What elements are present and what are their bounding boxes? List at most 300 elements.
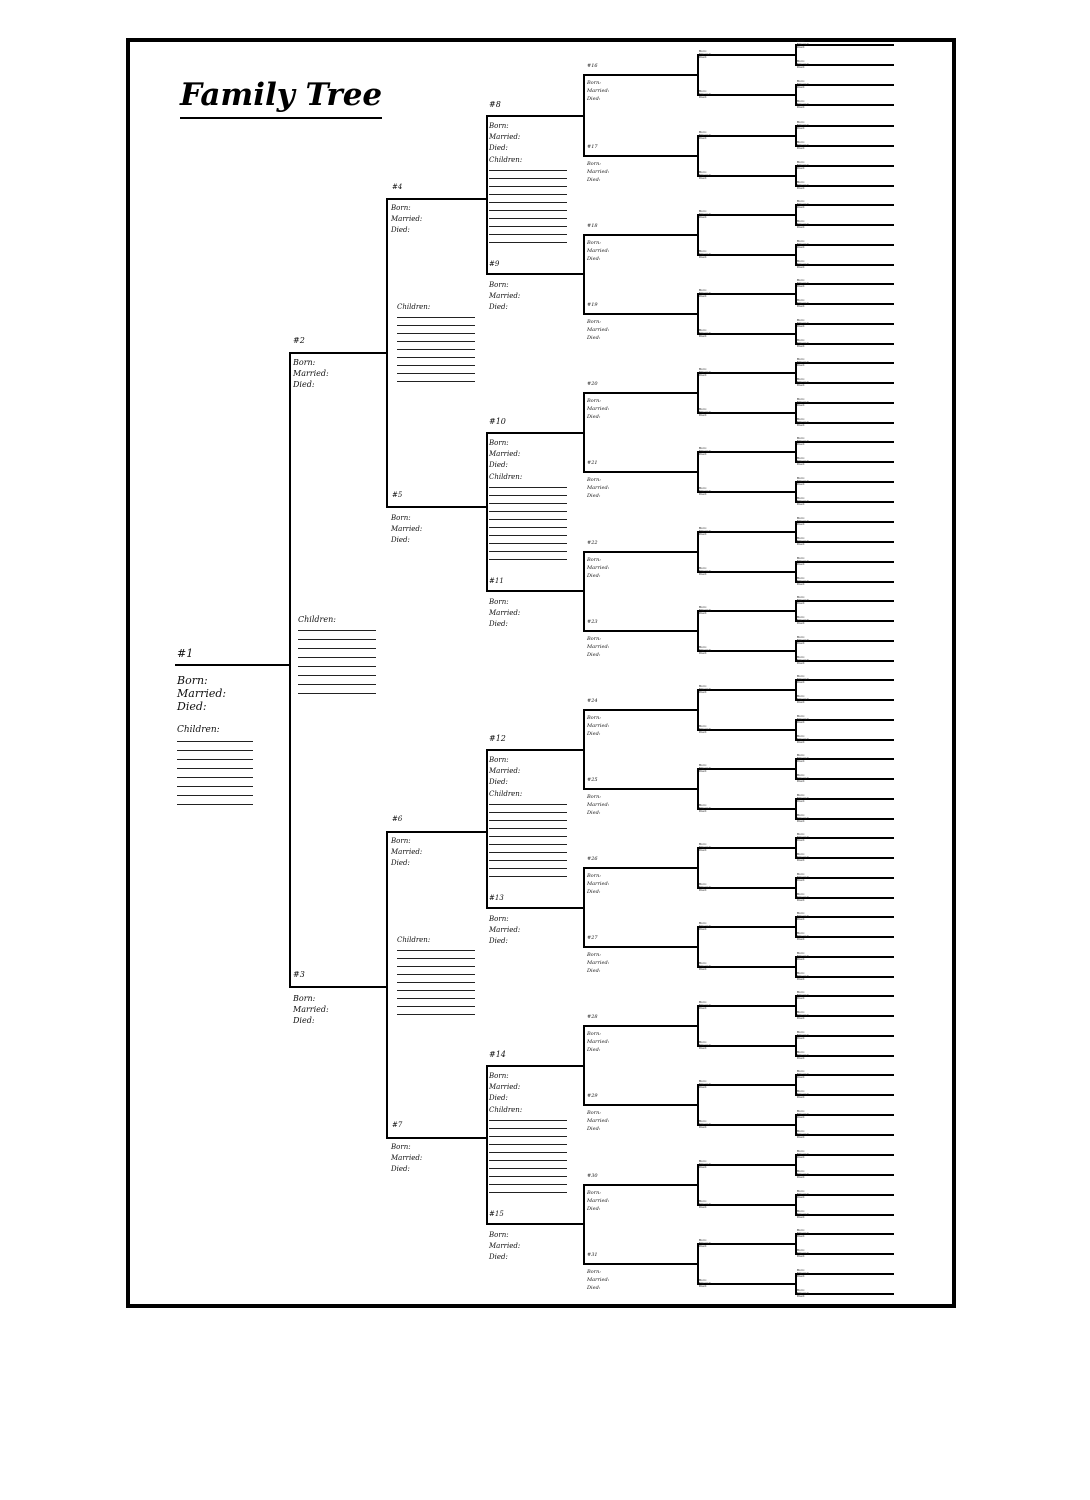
gen7-info	[797, 1011, 809, 1020]
married-label: Married:	[797, 776, 810, 780]
gen7-info	[797, 240, 809, 249]
person-3-number: #3	[293, 970, 305, 979]
person-18-info	[587, 239, 609, 263]
born-label: Born:	[391, 204, 411, 212]
gen6-line	[697, 847, 795, 849]
born-label: Born:	[797, 140, 805, 144]
married-label: Married:	[797, 242, 810, 246]
married-label: Married:	[797, 519, 810, 523]
person-12-children-line	[489, 844, 567, 845]
gen6-line	[697, 650, 795, 652]
died-label: Died:	[699, 95, 707, 99]
gen3-children-a-line	[397, 365, 475, 366]
married-label: Married:	[797, 1152, 810, 1156]
born-label: Born:	[797, 931, 805, 935]
married-label: Married:	[177, 687, 227, 700]
person-12-children-line	[489, 860, 567, 861]
married-label: Married:	[797, 183, 810, 187]
married-label: Married:	[797, 934, 810, 938]
gen6-info	[699, 1239, 711, 1248]
person-24-line	[583, 709, 697, 711]
married-label: Married:	[587, 565, 610, 571]
born-label: Born:	[797, 990, 805, 994]
born-label: Born:	[797, 59, 805, 63]
died-label: Died:	[699, 730, 707, 734]
gen6-info	[699, 567, 711, 576]
gen7-info	[797, 537, 809, 546]
born-label: Born:	[797, 199, 805, 203]
gen7-line	[795, 204, 894, 206]
born-label: Born:	[797, 872, 805, 876]
died-label: Died:	[587, 731, 601, 737]
died-label: Died:	[797, 1016, 805, 1020]
died-label: Died:	[489, 620, 508, 628]
born-label: Born:	[489, 1231, 509, 1239]
gen7-line	[795, 620, 894, 622]
person-1-children-line	[177, 804, 253, 805]
married-label: Married:	[797, 360, 810, 364]
gen6-line	[697, 451, 795, 453]
person-14-line	[486, 1065, 583, 1067]
born-label: Born:	[699, 882, 707, 886]
gen7-line	[795, 1194, 894, 1196]
born-label: Born:	[797, 219, 805, 223]
gen2-children-line	[298, 666, 376, 667]
died-label: Died:	[797, 1095, 805, 1099]
gen6-line	[697, 808, 795, 810]
person-14-info	[489, 1071, 520, 1104]
gen6-line	[697, 1164, 795, 1166]
gen6-info	[699, 1120, 711, 1129]
person-30-number: #30	[587, 1173, 598, 1179]
born-label: Born:	[391, 837, 411, 845]
married-label: Married:	[699, 449, 712, 453]
gen7-info	[797, 636, 809, 645]
gen7-line	[795, 165, 894, 167]
born-label: Born:	[699, 842, 707, 846]
born-label: Born:	[797, 1228, 805, 1232]
died-label: Died:	[797, 205, 805, 209]
person-12-children-line	[489, 852, 567, 853]
gen7-info	[797, 200, 809, 209]
person-10-line	[486, 432, 583, 434]
born-label: Born:	[797, 1268, 805, 1272]
gen7-line	[795, 283, 894, 285]
person-10-children-line	[489, 495, 567, 496]
born-label: Born:	[797, 615, 805, 619]
married-label: Married:	[797, 1013, 810, 1017]
gen7-info	[797, 1190, 809, 1199]
gen7-line	[795, 323, 894, 325]
person-11-info	[489, 597, 520, 630]
person-3-info	[293, 993, 329, 1026]
born-label: Born:	[699, 1040, 707, 1044]
person-13-line	[486, 907, 583, 909]
gen6-info	[699, 90, 711, 99]
gen7-info	[797, 60, 809, 69]
married-label: Married:	[797, 914, 810, 918]
married-label: Married:	[797, 62, 810, 66]
gen7-line	[795, 719, 894, 721]
married-label: Married:	[699, 92, 712, 96]
born-label: Born:	[699, 1079, 707, 1083]
person-12-children-label: Children:	[489, 790, 523, 798]
gen7-info	[797, 893, 809, 902]
married-label: Married:	[797, 301, 810, 305]
married-label: Married:	[797, 539, 810, 543]
person-8-children-line	[489, 170, 567, 171]
married-label: Married:	[391, 1154, 423, 1162]
gen7-line	[795, 125, 894, 127]
married-label: Married:	[797, 1033, 810, 1037]
died-label: Died:	[797, 65, 805, 69]
died-label: Died:	[797, 225, 805, 229]
gen7-line	[795, 1055, 894, 1057]
died-label: Died:	[391, 536, 410, 544]
married-label: Married:	[699, 173, 712, 177]
gen6-info	[699, 922, 711, 931]
born-label: Born:	[797, 476, 805, 480]
person-10-children-line	[489, 535, 567, 536]
died-label: Died:	[797, 878, 805, 882]
person-1-children-line	[177, 795, 253, 796]
married-label: Married:	[699, 1241, 712, 1245]
died-label: Died:	[797, 324, 805, 328]
born-label: Born:	[699, 49, 707, 53]
died-label: Died:	[797, 582, 805, 586]
gen4-connector-1	[486, 432, 488, 592]
died-label: Died:	[699, 1085, 707, 1089]
person-5-line	[386, 506, 486, 508]
married-label: Married:	[699, 1043, 712, 1047]
gen7-info	[797, 1051, 809, 1060]
married-label: Married:	[587, 1039, 610, 1045]
gen2-children-line	[298, 675, 376, 676]
gen3-children-a-line	[397, 317, 475, 318]
died-label: Died:	[797, 641, 805, 645]
died-label: Died:	[699, 334, 707, 338]
gen7-line	[795, 1154, 894, 1156]
died-label: Died:	[699, 927, 707, 931]
died-label: Died:	[797, 522, 805, 526]
married-label: Married:	[797, 1212, 810, 1216]
gen7-line	[795, 818, 894, 820]
died-label: Died:	[797, 819, 805, 823]
gen7-line	[795, 521, 894, 523]
born-label: Born:	[699, 1119, 707, 1123]
person-10-children-line	[489, 551, 567, 552]
gen7-info	[797, 952, 809, 961]
gen7-line	[795, 224, 894, 226]
born-label: Born:	[797, 852, 805, 856]
died-label: Died:	[587, 177, 601, 183]
gen2-connector	[289, 352, 291, 988]
born-label: Born:	[797, 655, 805, 659]
gen6-info	[699, 685, 711, 694]
died-label: Died:	[293, 380, 315, 389]
gen6-info	[699, 250, 711, 259]
died-label: Died:	[797, 779, 805, 783]
died-label: Died:	[489, 778, 508, 786]
person-9-line	[486, 273, 583, 275]
person-8-number: #8	[489, 100, 501, 109]
married-label: Married:	[489, 1242, 521, 1250]
person-8-children-line	[489, 226, 567, 227]
died-label: Died:	[587, 968, 601, 974]
gen7-info	[797, 1070, 809, 1079]
born-label: Born:	[699, 249, 707, 253]
died-label: Died:	[587, 652, 601, 658]
died-label: Died:	[489, 303, 508, 311]
gen6-line	[697, 412, 795, 414]
gen7-info	[797, 754, 809, 763]
born-label: Born:	[587, 80, 601, 86]
gen6-info	[699, 329, 711, 338]
died-label: Died:	[587, 493, 601, 499]
gen7-info	[797, 596, 809, 605]
married-label: Married:	[797, 1092, 810, 1096]
born-label: Born:	[699, 605, 707, 609]
married-label: Married:	[699, 569, 712, 573]
gen7-line	[795, 600, 894, 602]
died-label: Died:	[587, 889, 601, 895]
person-12-line	[486, 749, 583, 751]
person-8-children-line	[489, 178, 567, 179]
died-label: Died:	[699, 1046, 707, 1050]
gen6-info	[699, 1001, 711, 1010]
died-label: Died:	[797, 838, 805, 842]
gen7-info	[797, 873, 809, 882]
gen7-line	[795, 877, 894, 879]
died-label: Died:	[699, 215, 707, 219]
born-label: Born:	[797, 357, 805, 361]
gen6-info	[699, 1279, 711, 1288]
gen7-line	[795, 64, 894, 66]
died-label: Died:	[797, 1294, 805, 1298]
gen6-info	[699, 843, 711, 852]
gen5-connector-1	[583, 234, 585, 315]
born-label: Born:	[587, 1190, 601, 1196]
married-label: Married:	[699, 964, 712, 968]
married-label: Married:	[797, 677, 810, 681]
person-1-line	[175, 664, 289, 666]
married-label: Married:	[699, 370, 712, 374]
born-label: Born:	[391, 514, 411, 522]
died-label: Died:	[797, 403, 805, 407]
gen6-info	[699, 487, 711, 496]
born-label: Born:	[489, 915, 509, 923]
died-label: Died:	[587, 335, 601, 341]
born-label: Born:	[797, 832, 805, 836]
born-label: Born:	[797, 694, 805, 698]
born-label: Born:	[587, 952, 601, 958]
married-label: Married:	[797, 1251, 810, 1255]
born-label: Born:	[797, 793, 805, 797]
gen7-line	[795, 1233, 894, 1235]
gen6-info	[699, 646, 711, 655]
gen5-connector-4	[583, 709, 585, 790]
born-label: Born:	[797, 417, 805, 421]
person-22-line	[583, 551, 697, 553]
gen7-info	[797, 457, 809, 466]
person-1-children-line	[177, 750, 253, 751]
gen7-line	[795, 1134, 894, 1136]
died-label: Died:	[797, 1215, 805, 1219]
gen5-connector-6	[583, 1025, 585, 1106]
married-label: Married:	[587, 802, 610, 808]
gen7-info	[797, 991, 809, 1000]
gen7-line	[795, 660, 894, 662]
married-label: Married:	[797, 1072, 810, 1076]
gen7-info	[797, 1090, 809, 1099]
gen7-info	[797, 1289, 809, 1298]
died-label: Died:	[699, 967, 707, 971]
died-label: Died:	[489, 1253, 508, 1261]
person-25-line	[583, 788, 697, 790]
born-label: Born:	[797, 1189, 805, 1193]
died-label: Died:	[699, 492, 707, 496]
married-label: Married:	[797, 638, 810, 642]
born-label: Born:	[797, 120, 805, 124]
gen7-line	[795, 798, 894, 800]
married-label: Married:	[797, 262, 810, 266]
died-label: Died:	[489, 144, 508, 152]
person-8-info	[489, 121, 520, 154]
gen6-info	[699, 804, 711, 813]
gen3-connector-b	[386, 831, 388, 1139]
born-label: Born:	[797, 892, 805, 896]
gen7-info	[797, 181, 809, 190]
born-label: Born:	[797, 595, 805, 599]
gen7-info	[797, 161, 809, 170]
gen7-info	[797, 299, 809, 308]
gen7-line	[795, 303, 894, 305]
gen6-info	[699, 1200, 711, 1209]
born-label: Born:	[699, 526, 707, 530]
born-label: Born:	[699, 367, 707, 371]
person-27-line	[583, 946, 697, 948]
born-label: Born:	[699, 170, 707, 174]
gen6-line	[697, 1005, 795, 1007]
married-label: Married:	[699, 766, 712, 770]
died-label: Died:	[587, 810, 601, 816]
married-label: Married:	[797, 598, 810, 602]
person-10-number: #10	[489, 417, 506, 426]
person-26-number: #26	[587, 856, 598, 862]
married-label: Married:	[797, 855, 810, 859]
born-label: Born:	[797, 298, 805, 302]
person-14-children-line	[489, 1160, 567, 1161]
person-12-children-line	[489, 828, 567, 829]
born-label: Born:	[587, 319, 601, 325]
gen3-children-a-label: Children:	[397, 303, 431, 311]
gen7-line	[795, 1015, 894, 1017]
died-label: Died:	[797, 661, 805, 665]
died-label: Died:	[797, 1234, 805, 1238]
gen7-line	[795, 501, 894, 503]
married-label: Married:	[797, 875, 810, 879]
person-13-info	[489, 914, 520, 947]
married-label: Married:	[391, 525, 423, 533]
married-label: Married:	[797, 439, 810, 443]
person-14-children-line	[489, 1184, 567, 1185]
person-6-info	[391, 836, 422, 869]
gen7-info	[797, 833, 809, 842]
born-label: Born:	[797, 377, 805, 381]
born-label: Born:	[293, 994, 316, 1003]
person-1-children-line	[177, 768, 253, 769]
gen6-line	[697, 135, 795, 137]
gen7-line	[795, 758, 894, 760]
gen7-info	[797, 735, 809, 744]
born-label: Born:	[699, 486, 707, 490]
married-label: Married:	[797, 82, 810, 86]
gen7-info	[797, 260, 809, 269]
person-17-number: #17	[587, 144, 598, 150]
person-4-line	[386, 198, 486, 200]
born-label: Born:	[587, 1269, 601, 1275]
gen6-line	[697, 610, 795, 612]
died-label: Died:	[699, 1125, 707, 1129]
gen7-line	[795, 897, 894, 899]
person-11-number: #11	[489, 577, 504, 585]
married-label: Married:	[489, 450, 521, 458]
gen6-line	[697, 491, 795, 493]
born-label: Born:	[797, 160, 805, 164]
died-label: Died:	[699, 611, 707, 615]
person-16-number: #16	[587, 63, 598, 69]
gen7-info	[797, 100, 809, 109]
person-12-children-line	[489, 820, 567, 821]
died-label: Died:	[699, 1244, 707, 1248]
gen7-line	[795, 679, 894, 681]
married-label: Married:	[797, 1112, 810, 1116]
gen6-info	[699, 368, 711, 377]
person-31-line	[583, 1263, 697, 1265]
born-label: Born:	[489, 281, 509, 289]
born-label: Born:	[587, 161, 601, 167]
person-18-number: #18	[587, 223, 598, 229]
gen6-info	[699, 131, 711, 140]
died-label: Died:	[797, 858, 805, 862]
married-label: Married:	[293, 1005, 329, 1014]
person-16-info	[587, 79, 609, 103]
born-label: Born:	[797, 813, 805, 817]
died-label: Died:	[797, 621, 805, 625]
gen7-line	[795, 481, 894, 483]
gen3-children-a-line	[397, 341, 475, 342]
born-label: Born:	[797, 1069, 805, 1073]
died-label: Died:	[699, 452, 707, 456]
married-label: Married:	[797, 816, 810, 820]
person-1-children-label: Children:	[177, 725, 220, 735]
gen7-info	[797, 912, 809, 921]
died-label: Died:	[699, 1284, 707, 1288]
born-label: Born:	[699, 407, 707, 411]
born-label: Born:	[797, 1248, 805, 1252]
married-label: Married:	[797, 1271, 810, 1275]
gen6-line	[697, 1045, 795, 1047]
person-10-children-line	[489, 543, 567, 544]
person-17-line	[583, 155, 697, 157]
person-8-children-line	[489, 242, 567, 243]
person-10-children-line	[489, 503, 567, 504]
person-28-info	[587, 1030, 609, 1054]
person-7-line	[386, 1137, 486, 1139]
died-label: Died:	[587, 1047, 601, 1053]
died-label: Died:	[797, 977, 805, 981]
born-label: Born:	[489, 439, 509, 447]
